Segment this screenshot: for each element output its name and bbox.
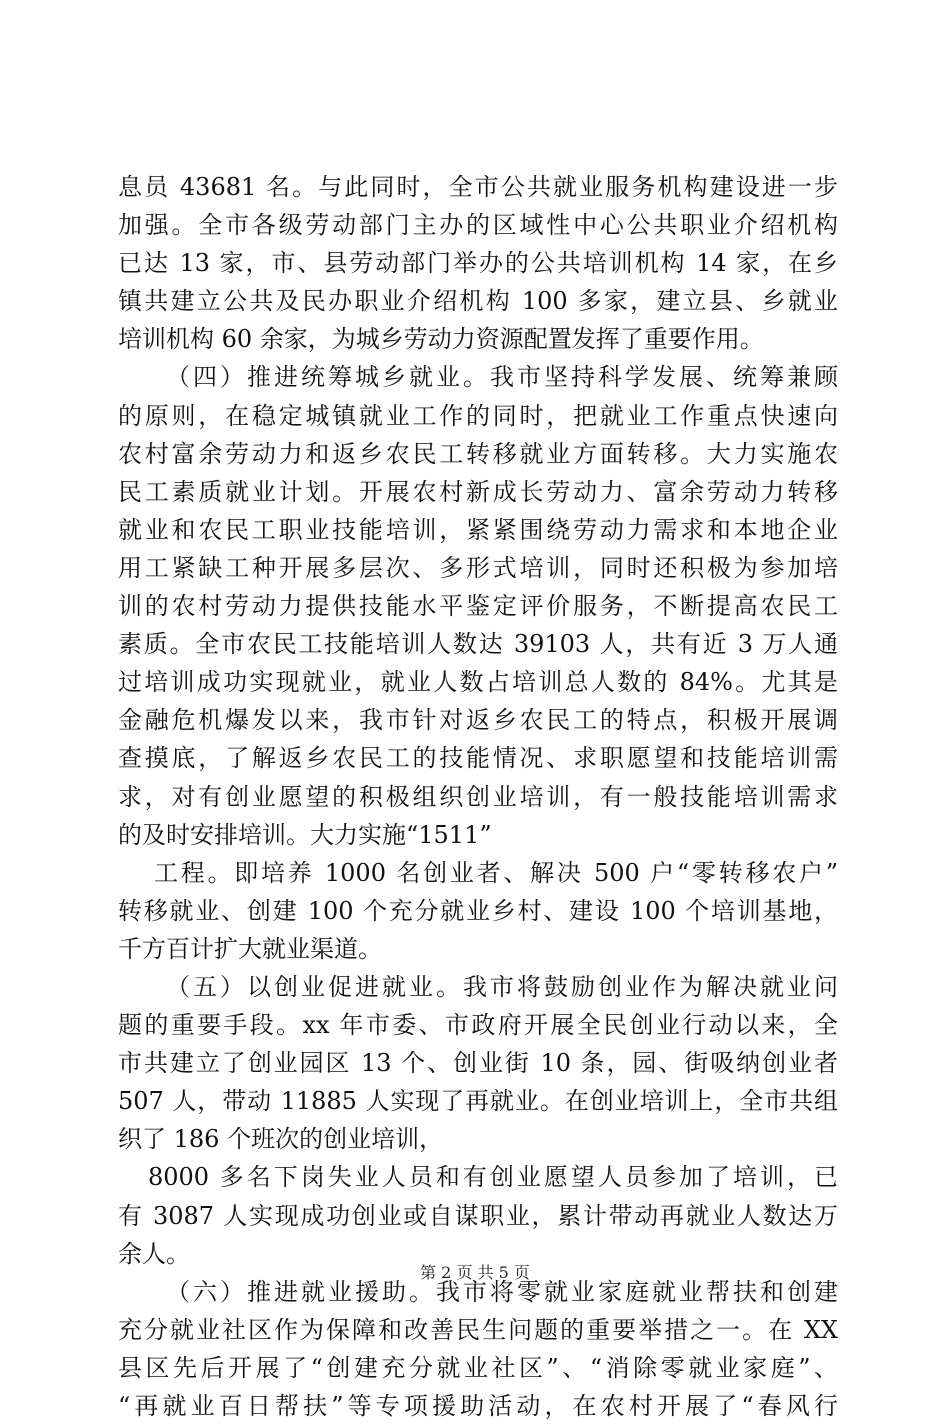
text-line: 息员 43681 名。与此同时，全市公共就业服务机构建设进一步 [118, 173, 838, 201]
text-line: 工程。即培养 1000 名创业者、解决 500 户“零转移农户” [154, 858, 838, 887]
text-line: 县区先后开展了“创建充分就业社区”、“消除零就业家庭”、 [118, 1353, 838, 1382]
text-line: 培训机构 60 余家，为城乡劳动力资源配置发挥了重要作用。 [118, 325, 764, 354]
text-line: 充分就业社区作为保障和改善民生问题的重要举措之一。在 XX [118, 1315, 838, 1344]
text-line: 求，对有创业愿望的积极组织创业培训，有一般技能培训需求 [118, 782, 838, 811]
text-line: 余人。 [118, 1239, 190, 1268]
text-line: 查摸底，了解返乡农民工的技能情况、求职愿望和技能培训需 [118, 744, 838, 773]
text-line: 训的农村劳动力提供技能水平鉴定评价服务，不断提高农民工 [118, 592, 838, 621]
text-line: 8000 多名下岗失业人员和有创业愿望人员参加了培训，已 [148, 1163, 838, 1192]
text-line: 过培训成功实现就业，就业人数占培训总人数的 84%。尤其是 [118, 668, 838, 697]
text-line: 的及时安排培训。大力实施“1511” [118, 820, 492, 849]
text-line: 金融危机爆发以来，我市针对返乡农民工的特点，积极开展调 [118, 706, 838, 735]
page-footer: 第 2 页 共 5 页 [420, 1263, 530, 1282]
text-line: 已达 13 家，市、县劳动部门举办的公共培训机构 14 家，在乡 [118, 249, 838, 278]
text-line: 507 人，带动 11885 人实现了再就业。在创业培训上，全市共组 [118, 1087, 838, 1116]
text-line: 织了 186 个班次的创业培训， [118, 1125, 444, 1154]
text-line: 就业和农民工职业技能培训，紧紧围绕劳动力需求和本地企业 [118, 515, 838, 544]
text-line: 民工素质就业计划。开展农村新成长劳动力、富余劳动力转移 [118, 477, 838, 506]
text-line: 镇共建立公共及民办职业介绍机构 100 多家，建立县、乡就业 [118, 287, 838, 316]
text-line: “再就业百日帮扶”等专项援助活动，在农村开展了“春风行 [118, 1392, 838, 1420]
text-line: （四）推进统筹城乡就业。我市坚持科学发展、统筹兼顾 [166, 363, 838, 392]
text-line: 农村富余劳动力和返乡农民工转移就业方面转移。大力实施农 [118, 439, 838, 468]
text-line: 转移就业、创建 100 个充分就业乡村、建设 100 个培训基地， [118, 896, 838, 925]
text-line: （六）推进就业援助。我市将零就业家庭就业帮扶和创建 [166, 1277, 838, 1306]
document-body [118, 168, 838, 1425]
text-line: 用工紧缺工种开展多层次、多形式培训，同时还积极为参加培 [118, 553, 838, 582]
text-line: 素质。全市农民工技能培训人数达 39103 人，共有近 3 万人通 [118, 630, 838, 659]
text-line: 加强。全市各级劳动部门主办的区域性中心公共职业介绍机构 [118, 211, 838, 240]
text-line: （五）以创业促进就业。我市将鼓励创业作为解决就业问 [166, 972, 838, 1001]
text-line: 千方百计扩大就业渠道。 [118, 934, 382, 963]
text-line: 的原则，在稳定城镇就业工作的同时，把就业工作重点快速向 [118, 401, 838, 430]
text-line: 有 3087 人实现成功创业或自谋职业，累计带动再就业人数达万 [118, 1201, 838, 1230]
text-line: 市共建立了创业园区 13 个、创业街 10 条，园、街吸纳创业者 [118, 1049, 838, 1078]
text-line: 题的重要手段。xx 年市委、市政府开展全民创业行动以来，全 [118, 1011, 838, 1040]
